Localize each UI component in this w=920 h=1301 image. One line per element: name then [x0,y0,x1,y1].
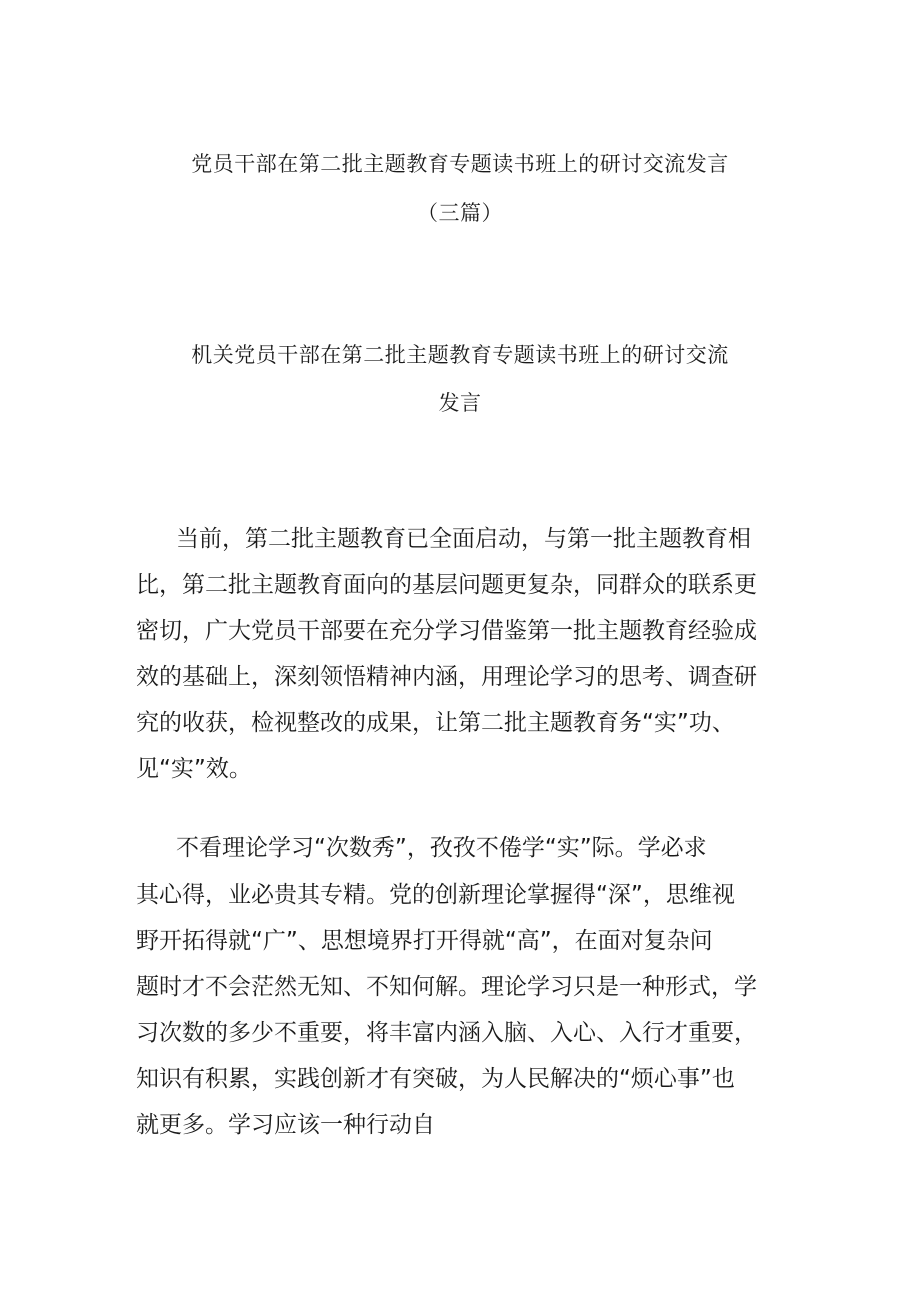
document-subtitle-line-1: 机关党员干部在第二批主题教育专题读书班上的研讨交流 [191,343,729,367]
paragraph-line: 习次数的多少不重要，将丰富内涵入脑、入心、入行才重要， [136,1020,757,1046]
paragraph-line: 究的收获，检视整改的成果，让第二批主题教育务“实”功、 [136,710,735,736]
paragraph-line: 当前，第二批主题教育已全面启动，与第一批主题教育相 [176,526,751,552]
document-title-line-1: 党员干部在第二批主题教育专题读书班上的研讨交流发言 [191,152,729,176]
paragraph-line: 题时才不会茫然无知、不知何解。理论学习只是一种形式，学 [136,974,757,1000]
document-title-line-2: （三篇） [417,201,503,225]
paragraph-line: 就更多。学习应该一种行动自 [136,1112,435,1138]
paragraph-line: 知识有积累，实践创新才有突破，为人民解决的“烦心事”也 [136,1066,735,1092]
paragraph-line: 密切，广大党员干部要在充分学习借鉴第一批主题教育经验成 [136,618,757,644]
paragraph-line: 比，第二批主题教育面向的基层问题更复杂，同群众的联系更 [136,572,757,598]
document-subtitle-line-2: 发言 [438,391,482,415]
paragraph-line: 见“实”效。 [136,756,252,782]
paragraph-line: 野开拓得就“广”、思想境界打开得就“高”，在面对复杂问 [136,928,713,954]
paragraph-line: 效的基础上，深刻领悟精神内涵，用理论学习的思考、调查研 [136,664,757,690]
paragraph-line: 其心得，业必贵其专精。党的创新理论掌握得“深”，思维视 [136,882,735,908]
paragraph-line: 不看理论学习“次数秀”，孜孜不倦学“实”际。学必求 [176,835,707,861]
